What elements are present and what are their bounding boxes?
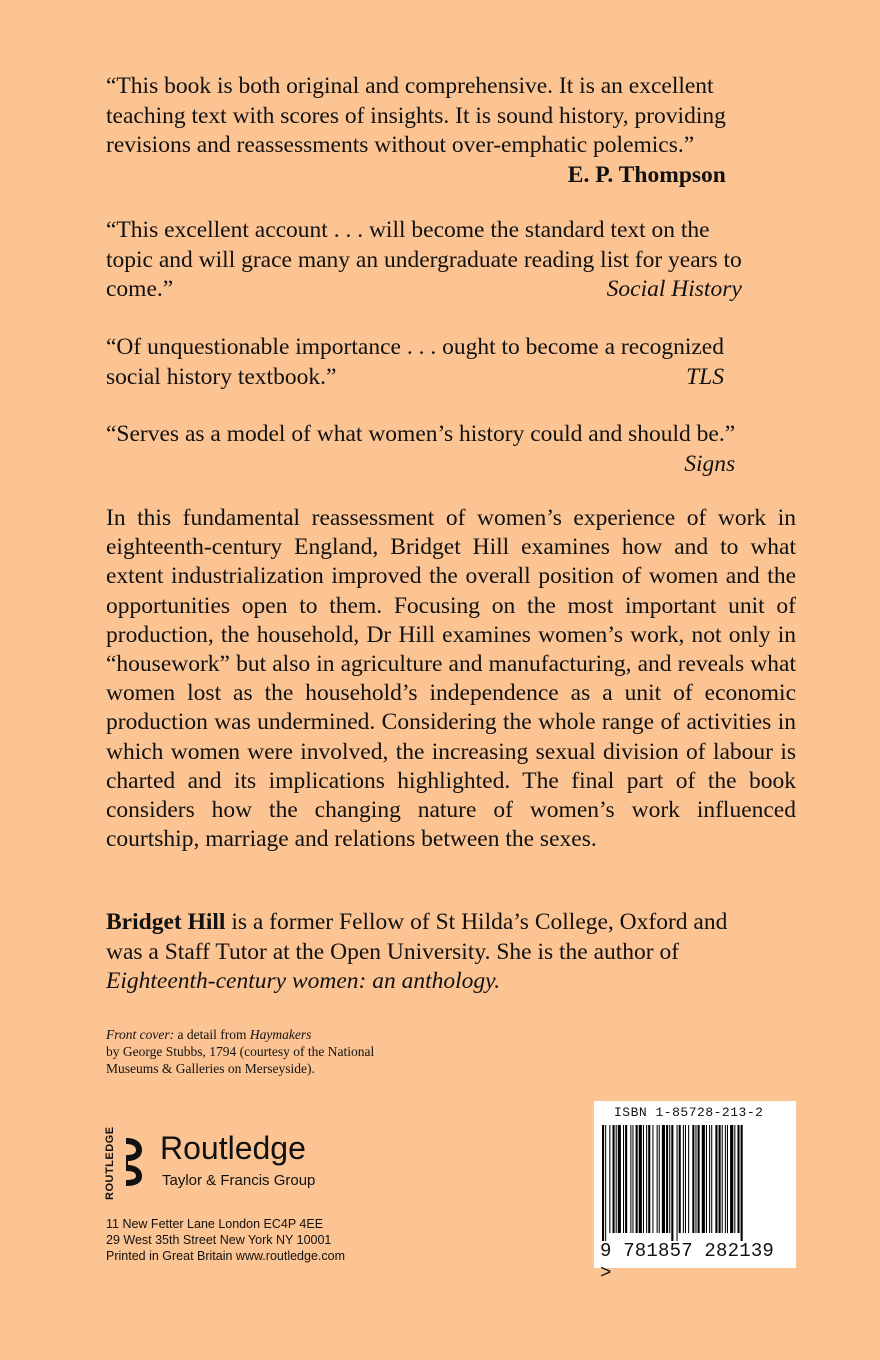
cover-credit-text: by George Stubbs, 1794 (courtesy of the National Museums & Galleries on Merseyside). [106,1044,375,1076]
quote-line: “This book is both original and comprehensive. It is an excellent [106,73,714,99]
address-line: 11 New Fetter Lane London EC4P 4EE [106,1217,324,1231]
publisher-logo [104,1126,364,1202]
author-bio [106,908,806,997]
quote-line: come.” [106,276,174,302]
review-quote [106,333,724,392]
review-quote [106,420,735,479]
cover-credit [106,1026,376,1077]
cover-credit-text: a detail from [174,1027,250,1042]
cover-artwork-title: Haymakers [249,1027,312,1042]
quote-source: E. P. Thompson [567,161,726,188]
author-name: Bridget Hill [106,909,226,935]
routledge-mark-icon [122,1136,144,1188]
bio-text: was a Staff Tutor at the Open University. She is the author of [106,938,680,965]
quote-line: social history textbook.” [106,363,337,390]
review-quote [106,216,742,305]
bio-text: is a former Fellow of St Hilda’s College, Oxford and [225,909,728,935]
quote-line: “Serves as a model of what women’s history could and should be.” [106,421,736,447]
publisher-address [106,1216,406,1264]
review-quote [106,72,726,190]
quote-source: Social History [606,276,742,302]
barcode-digits: 9 781857 282139 > [600,1240,775,1284]
quote-line: revisions and reassessments without over-emphatic polemics.” [106,132,695,158]
barcode-bars [602,1125,788,1241]
publisher-group: Taylor & Francis Group [162,1172,316,1189]
quote-line: teaching text with scores of insights. It is sound history, providing [106,102,726,129]
isbn-number: ISBN 1-85728-213-2 [614,1105,764,1120]
isbn-barcode [594,1101,796,1284]
address-line: 29 West 35th Street New York NY 10001 [106,1233,332,1247]
book-description: In this fundamental reassessment of women’s experience of work in eighteenth-century England, Bridget Hill examines how and to what extent industrialization improved the overall position of women and the opportunities open to them. Focusing on the most important unit of production, the household, Dr Hill examines women’s work, not only in “housework” but also in agriculture and manufacturing, and reveals what women lost as the household’s independence as a unit of economic production was undermined. Considering the whole range of activities in which women were involved, the increasing sexual division of labour is charted and its implications highlighted. The final part of the book considers how the changing nature of women’s work influenced courtship, marriage and relations between the sexes. [106,505,796,853]
quote-line: “This excellent account . . . will become the standard text on the [106,217,710,243]
author-book-title: Eighteenth-century women: an anthology. [106,968,501,994]
address-line: Printed in Great Britain www.routledge.com [106,1249,345,1263]
quote-source: TLS [686,363,724,390]
quote-line: topic and will grace many an undergraduate reading list for years to [106,246,742,273]
publisher-vertical-wordmark: ROUTLEDGE [104,1126,116,1200]
cover-credit-label: Front cover: [106,1027,175,1042]
quote-line: “Of unquestionable importance . . . ought to become a recognized [106,334,724,360]
publisher-name: Routledge [160,1130,306,1166]
quote-source: Signs [684,450,736,477]
